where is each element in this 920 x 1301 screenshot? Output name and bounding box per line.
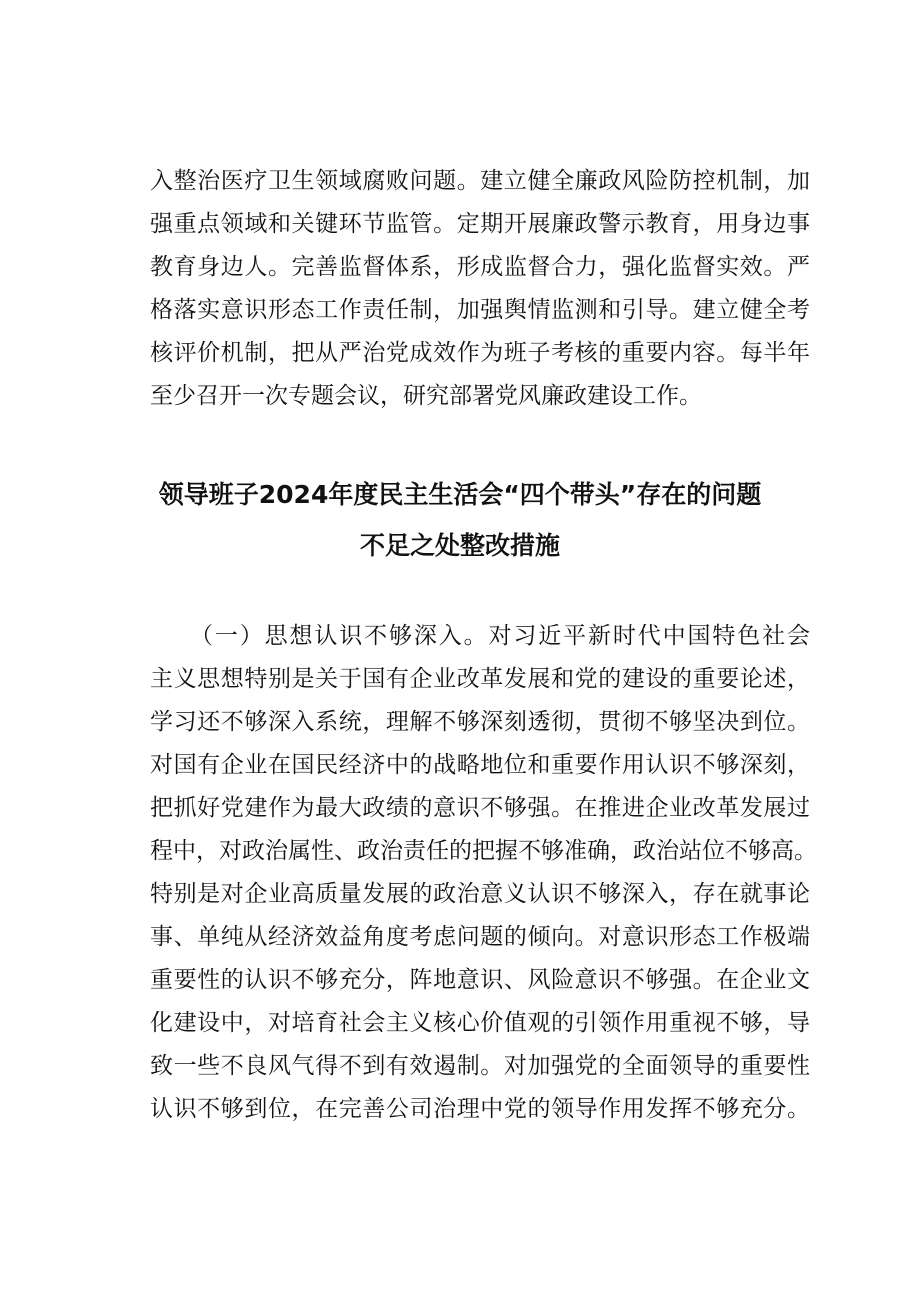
paragraph-line: 核评价机制，把从严治党成效作为班子考核的重要内容。每半年 — [150, 340, 810, 366]
paragraph-line: 至少召开一次专题会议，研究部署党风廉政建设工作。 — [150, 383, 702, 409]
section-line: 化建设中，对培育社会主义核心价值观的引领作用重视不够，导 — [150, 1010, 810, 1036]
heading-line-2: 不足之处整改措施 — [359, 531, 560, 560]
section-line: 事、单纯从经济效益角度考虑问题的倾向。对意识形态工作极端 — [150, 924, 810, 950]
section-line: 学习还不够深入系统，理解不够深刻透彻，贯彻不够坚决到位。 — [150, 709, 810, 735]
paragraph-line: 强重点领域和关键环节监管。定期开展廉政警示教育，用身边事 — [150, 211, 810, 237]
paragraph-line: 入整治医疗卫生领域腐败问题。建立健全廉政风险防控机制，加 — [150, 168, 810, 194]
section-line: 主义思想特别是关于国有企业改革发展和党的建设的重要论述， — [150, 666, 810, 692]
section-line: （一）思想认识不够深入。对习近平新时代中国特色社会 — [190, 623, 810, 649]
section-line: 致一些不良风气得不到有效遏制。对加强党的全面领导的重要性 — [150, 1053, 810, 1079]
section-line: 认识不够到位，在完善公司治理中党的领导作用发挥不够充分。 — [150, 1096, 810, 1122]
section-line: 特别是对企业高质量发展的政治意义认识不够深入，存在就事论 — [150, 881, 810, 907]
section-line: 重要性的认识不够充分，阵地意识、风险意识不够强。在企业文 — [150, 967, 810, 993]
section-line: 对国有企业在国民经济中的战略地位和重要作用认识不够深刻， — [150, 752, 810, 778]
heading-line-1: 领导班子2024年度民主生活会“四个带头”存在的问题 — [158, 480, 762, 509]
section-line: 程中，对政治属性、政治责任的把握不够准确，政治站位不够高。 — [150, 838, 817, 864]
section-line: 把抓好党建作为最大政绩的意识不够强。在推进企业改革发展过 — [150, 795, 810, 821]
paragraph-line: 格落实意识形态工作责任制，加强舆情监测和引导。建立健全考 — [150, 297, 810, 323]
paragraph-line: 教育身边人。完善监督体系，形成监督合力，强化监督实效。严 — [150, 254, 810, 280]
